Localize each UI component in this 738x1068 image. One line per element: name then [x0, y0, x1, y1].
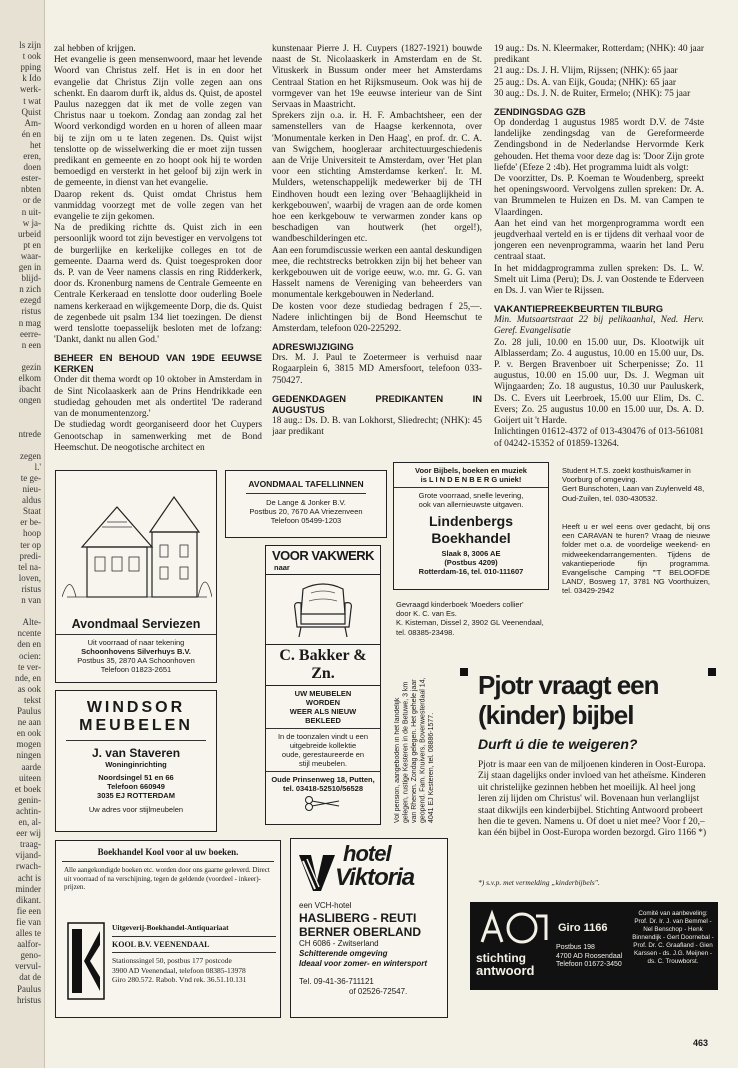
spine-line: traag- [20, 839, 41, 850]
ad-windsor-meubelen [55, 690, 217, 832]
ad-hotel-viktoria [290, 838, 448, 1018]
col1-p2: Het evangelie is geen mensenwoord, maar het levende Woord van Christus zelf. Het is in en door het evangelie dat Christus Zijn volle zegen aan ons schenkt. En daarom durft ik, aldus ds. Quist, de apostel Paulus nazeggen dat ik met de volle zegen van Christus naar u toekom. Zondag aan zondag zal het Woord verkondigd worden en u horen of alleen maar bij te zijn om u te laten zegenen. Ds. Quist wijst tenslotte op de wisselwerking die er moet zijn tussen predikant en gemeente en zo hoopt ook hij te worden bemoedigd en versterkt in het geloof bij zijn werk in de gemeente, in dienst van het evangelie. [54, 55, 262, 189]
spine-line: Paulus [16, 983, 41, 994]
spine-line: ibacht [19, 384, 41, 395]
ad-viktoria-line5: Schitterende omgeving [299, 949, 388, 958]
spine-line: tekst [24, 694, 41, 705]
spine-line: én en [21, 128, 41, 139]
ad-tafellinnen-divider [246, 493, 366, 494]
ad-viktoria-line2: HASLIBERG - REUTI [299, 911, 417, 925]
page-number: 463 [692, 1038, 708, 1048]
ad-bakker-line2: WORDEN [305, 698, 341, 707]
col3-p4: 30 aug.: Ds. J. N. de Ruiter, Ermelo; (NHK): 75 jaar [494, 88, 691, 99]
spine-line: n van [21, 595, 41, 605]
spine-line: ncente [17, 628, 41, 639]
classified-kinderboek [396, 600, 550, 637]
spine-line: ezegd [20, 295, 41, 306]
col3-p3: 25 aug.: Ds. A. van Eijk, Gouda; (NHK): 65 jaar [494, 77, 676, 88]
ad-windsor-divider [66, 740, 206, 741]
ad-bakker-title: VOOR VAKWERK [271, 548, 375, 563]
ad-bakker-line6: uitgebreide kollektie [289, 741, 357, 750]
col1-p1: zal hebben of krijgen. [54, 44, 136, 54]
spine-line: or de [22, 195, 41, 206]
ad-pjotr-brand2: antwoord [476, 963, 535, 978]
ad-tafellinnen-line2: Postbus 20, 7670 AA Vriezenveen [249, 507, 363, 516]
ad-pjotr-footer-box [470, 902, 718, 990]
ad-lindenbergs-boekhandel [393, 462, 549, 590]
spine-line: tel na- [18, 561, 41, 572]
spine-line: n een [21, 339, 41, 350]
col3-p11: Inlichtingen 01612-4372 of 013-430476 of 013-561081 of 04242-15352 of 01859-13264. [494, 427, 704, 449]
spine-line: fie een [16, 905, 41, 916]
ad-pjotr-comite: Comité van aanbeveling: Prof. Dr. Ir. J. van Bemmel - Nel Benschop - Henk Binnendijk - Gert Doornebal - Prof. Dr. C. Graafland - Gien Karssen - ds. J.G. Meijnen - ds. C. Trouwborst. [632, 910, 714, 965]
col1-p5: Onder dit thema wordt op 10 oktober in Amsterdam in de Sint Nicolaaskerk aan de Prins Hendrikkade een studiedag gehouden met als ondertitel 'De raderand van de monumentenzorg.' [54, 375, 262, 420]
ad-kool-line5: 3900 AD Veenendaal, telefoon 08385-13978 [112, 965, 246, 975]
ad-kool-line2: Uitgeverij-Boekhandel-Antiquariaat [112, 923, 229, 932]
ad-avondmaal-line3: Postbus 35, 2870 AA Schoonhoven [77, 656, 195, 665]
ad-viktoria-brand1: hotel [343, 841, 391, 866]
ad-pjotr-body: Pjotr is maar een van de miljoenen kinderen in Oost-Europa. Zij staan dagelijks onder invloed van het atheïsme. Kinderen uit christelijke gezinnen hebben het moeilijk. Al heel jong leren zij lijden om Christus' wil. Bovenaan hun verlanglijst staat dikwijls een kinderbijbel. Stichting Antwoord probeert hen die te geven. Namens u. Of doet u niet mee? Voor f 20,– kan één bijbel in Oost-Europa worden bezorgd. Giro 1166 *) [478, 760, 707, 839]
classified-student-line1: Student H.T.S. zoekt kosthuis/kamer in Voorburg of omgeving. [562, 466, 691, 485]
spine-line: geno- [20, 950, 41, 961]
ad-viktoria-brand2: Viktoria [335, 864, 415, 891]
ad-pjotr-title2: (kinder) bijbel [478, 700, 634, 730]
col3-heading-vakantiepreek: VAKANTIEPREEKBEURTEN TILBURG [494, 303, 664, 315]
ad-lindenbergs-line3: Grote voorraad, snelle levering, [418, 491, 524, 500]
col3-p8: In het middagprogramma zullen spreken: Ds. L. W. Smelt uit Lima (Peru); Ds. J. van Oostende te Ederveen en Ds. J. van Wier te Rijssen. [494, 263, 704, 297]
ad-windsor-line4: 3035 EJ ROTTERDAM [97, 791, 175, 800]
spine-line: eer wij [16, 828, 41, 839]
church-drawing-illustration [62, 477, 212, 607]
spine-line: en ook [16, 728, 41, 739]
ad-lindenbergs-title1: Lindenbergs [428, 513, 513, 529]
col3-p2: 21 aug.: Ds. J. H. Vlijm, Rijssen; (NHK): 65 jaar [494, 66, 678, 77]
spine-line: dikant. [16, 894, 41, 905]
ad-lindenbergs-line4: ook van allernieuwste uitgaven. [418, 500, 524, 509]
spine-line: loven, [18, 572, 41, 583]
col2-p4: De kosten voor deze studiedag bedragen f 25,—. Nadere inlichtingen bij de Bond Heemschut te Amsterdam, telefoon 020-225292. [272, 301, 482, 335]
spine-line: en, al- [18, 817, 41, 827]
spine-line: aalfor- [17, 939, 41, 950]
spine-line: mogen [16, 739, 41, 750]
spine-line: as ook [17, 683, 41, 694]
ad-lindenbergs-line7: Rotterdam-16, tel. 010-111607 [418, 567, 524, 576]
spine-line: vijand- [15, 850, 41, 861]
ad-kool-divider [62, 861, 274, 862]
spine-line: eerre- [20, 328, 41, 339]
scissors-icon [303, 795, 343, 811]
spine-line: ongen [19, 395, 41, 406]
ad-pjotr-title1: Pjotr vraagt een [478, 670, 659, 700]
ad-bakker-divider [266, 728, 380, 729]
ad-lindenbergs-divider [394, 487, 548, 488]
spine-line: Am- [24, 117, 41, 128]
col2-p5: Drs. M. J. Paul te Zoetermeer is verhuisd naar Rogaarplein 6, 3815 MD Amersfoort, telefoon 033-750427. [272, 353, 482, 386]
ad-lindenbergs-line2: is L I N D E N B E R G uniek! [420, 475, 522, 484]
ad-lindenbergs-line6: (Postbus 4209) [444, 558, 498, 567]
classified-student-line2: Gert Bunschoten, Laan van Zuylenveld 48, Oud-Zuilen, tel. 030-430532. [562, 484, 705, 503]
spine-line: gen in [18, 262, 41, 272]
spine-line: t ook [22, 51, 41, 62]
col2-p2: Sprekers zijn o.a. ir. H. F. Ambachtsheer, een der samenstellers van de Haagse kerkennota, over 'Monumentale kerken in Den Haag', en prof. dr. C. A. van Swigchem, hoogleraar architectuurgeschiedenis aan de Vrije Universiteit te Amsterdam, over 'Het plan voor een stichting Amsterdamse kerken'. Ir. M. Mulders, wetenschappelijk medewerker bij de TH Eindhoven houdt een lezing over 'Behaaglijkheid in kerkgebouwen', waarbij de vragen aan de orde komen hoe een kerkgebouw te verwarmen zonder kans op beschadigen van houtwerk (het orgel!), wandbeschilderingen etc. [272, 111, 482, 245]
col2-heading-adreswijziging: ADRESWIJZIGING [272, 341, 354, 353]
ad-windsor-title2: MEUBELEN [79, 717, 193, 734]
ad-boekhandel-kool [55, 840, 281, 1018]
facing-page-gutter [0, 0, 45, 1068]
spine-line: uiteen [19, 772, 41, 783]
spine-line: nieu- [22, 484, 41, 494]
spine-line: Paulus [16, 706, 41, 716]
ad-viktoria-line4: CH 6086 - Zwitserland [299, 939, 379, 948]
ad-pjotr-footnote: *) s.v.p. met vermelding „kinderbijbels". [478, 878, 600, 887]
ad-avondmaal-tafellinnen [225, 470, 387, 538]
ad-windsor-line2: Noordsingel 51 en 66 [98, 773, 174, 782]
spine-line: eren, [23, 151, 41, 161]
ad-bakker-name: C. Bakker & Zn. [266, 644, 380, 686]
spine-line: aldus [22, 495, 41, 506]
spine-line: acht is [17, 872, 41, 883]
ad-avondmaal-line2: Schoonhovens Silverhuys B.V. [81, 647, 191, 656]
ad-bakker-line1: UW MEUBELEN [294, 689, 352, 698]
col3-p9: Min. Mutsaartstraat 22 bij pelikaanhal, Ned. Herv. Geref. Evangelisatie [494, 315, 704, 337]
spine-line: genin- [18, 794, 41, 805]
ad-viktoria-line7: Tel. 09-41-36-711121 [299, 977, 374, 986]
ad-avondmaal-line4: Telefoon 01823-2651 [100, 665, 172, 674]
col1-p4: Na de prediking richtte ds. Quist zich in een persoonlijk woord tot zijn bevestiger en vervolgens tot de burgerlijke en kerkelijke colleges en tot de gemeente. Daarna werd ds. Quist toegesproken door ds. P. van de Veer namens classis en ring Ridderkerk, door ds. Kronenburg namens de Centrale Gemeente en Centrale Kerkeraad en tenslotte door ouderling Boele namens kerkeraad en wijkgemeente Dorp, die ds. Quist de zegenbede uit psalm 134 liet toezingen. De dienst werd tenslotte toepasselijk besloten met de lofzang: 'Dankt, dankt nu allen God.' [54, 223, 262, 346]
col1-p6: De studiedag wordt georganiseerd door het Cuypers Genootschap in samenwerking met de Bond Heemschut. De neogotische architect en [54, 420, 262, 453]
spine-line: Staat [23, 506, 41, 517]
spine-line: ntrede [18, 428, 41, 439]
ad-lindenbergs-line5: Slaak 8, 3006 AE [441, 549, 501, 558]
article-column-1 [54, 44, 262, 460]
ad-windsor-title1: WINDSOR [86, 699, 186, 716]
spine-line: ester- [21, 173, 41, 184]
ad-bakker-line4: BEKLEED [305, 716, 341, 725]
spine-line: urbeid [18, 228, 41, 239]
col1-heading-beheer: BEHEER EN BEHOUD VAN 19DE EEUWSE KERKEN [54, 352, 262, 375]
spine-line: waar- [20, 250, 41, 261]
ad-windsor-line5: Uw adres voor stijlmeubelen [88, 805, 184, 814]
viktoria-v-logo-icon [297, 853, 337, 893]
ad-avondmaal-line1: Uit voorraad of naar tekening [87, 638, 185, 647]
spine-line: er be- [20, 517, 41, 528]
spine-line: doen [23, 162, 41, 173]
spine-line: hoop [23, 528, 41, 539]
spine-line: w ja- [22, 217, 41, 228]
ad-kool-divider2 [112, 936, 276, 937]
ad-lindenbergs-title2: Boekhandel [431, 530, 511, 546]
col3-p5: Op donderdag 1 augustus 1985 wordt D.V. de 74ste landelijke zendingsdag van de Gereformeerde Zendingsbond in de Nederlandse Hervormde Kerk gehouden. Het thema voor deze dag is: 'Door Zijn grote liefde' (Efeze 2 :4b). Het programma luidt als volgt: [494, 118, 704, 173]
col2-heading-gedenkdagen: GEDENKDAGEN PREDIKANTEN IN AUGUSTUS [272, 392, 482, 415]
kool-logo-icon [66, 921, 106, 1001]
spine-line: Alte- [22, 617, 41, 628]
ad-windsor-line3: Telefoon 660949 [107, 782, 165, 791]
spine-line: Quist [21, 106, 41, 117]
col3-heading-zendingsdag: ZENDINGSDAG GZB [494, 106, 586, 118]
article-column-3 [494, 44, 704, 460]
spine-line: dat de [19, 972, 41, 983]
ad-bakker-divider2 [266, 771, 380, 772]
col1-p3: Daarop rekent ds. Quist omdat Christus hem vanmiddag voorzegt met de volle zegen van het evangelie te zijn gekomen. [54, 189, 262, 223]
spine-line: gezin [21, 361, 41, 372]
ad-bakker-line3: WEER ALS NIEUW [289, 707, 357, 716]
article-column-2 [272, 44, 482, 460]
spine-line: ocien: [19, 650, 41, 661]
col3-p1: 19 aug.: Ds. N. Kleermaker, Rotterdam; (NHK): 40 jaar predikant [494, 44, 704, 66]
spine-line: den en [17, 639, 41, 650]
spine-line: et boek [14, 783, 41, 794]
ad-pjotr-kinderbijbel [460, 664, 718, 1018]
spine-line: te ge- [20, 472, 41, 483]
spine-line: pping [20, 62, 41, 73]
ad-pjotr-brand1: stichting [476, 951, 526, 965]
ad-pjotr-addr1: Postbus 198 [556, 944, 595, 951]
ad-kool-title: Boekhandel Kool voor al uw boeken. [97, 847, 239, 857]
col2-p1: kunstenaar Pierre J. H. Cuypers (1827-1921) bouwde naast de St. Nicolaaskerk in Amsterdam en de St. Vituskerk in Bussum onder meer het Amsterdams Centraal Station en het Rijksmuseum. Ook was hij de vormgever van het 19e eeuwse interieur van de Sint Servaas in Maastricht. [272, 44, 482, 111]
ad-kool-line6: Giro 280.572. Rabob. Vnd rek. 36.51.10.131 [112, 975, 247, 984]
spine-line: ne aan [17, 717, 41, 728]
col2-p3: Aan een forumdiscussie werken een aantal deskundigen mee, die rechtstrecks betrokken zijn bij het beheer van kerkgebouwen uit de vorige eeuw, w.o. mr. G. G. van Hasselt namens de Vereniging van beheerders van monumentale kerkgebouwen in Nederland. [272, 245, 482, 301]
ad-pjotr-subtitle: Durft ú die te weigeren? [478, 736, 638, 752]
spine-line: fie van [16, 916, 41, 927]
spine-line: blijd- [21, 273, 41, 284]
ad-tafellinnen-line1: De Lange & Jonker B.V. [266, 498, 346, 507]
ad-kool-divider3 [112, 952, 276, 953]
spine-line: ningen [16, 750, 41, 761]
spine-line: nde, en [15, 672, 41, 683]
ad-viktoria-line3: BERNER OBERLAND [299, 925, 422, 939]
spine-line: aarde [21, 761, 41, 772]
spine-line: minder [15, 883, 41, 894]
spine-line: rwach- [16, 861, 41, 872]
ad-pjotr-addr3: Telefoon 01672-3450 [556, 961, 622, 968]
col2-p6: 18 aug.: Ds. D. B. van Lokhorst, Sliedrecht; (NHK): 45 jaar predikant [272, 415, 482, 438]
ad-bakker-line5: In de toonzalen vindt u een [277, 732, 369, 741]
spine-line: vervul- [15, 961, 41, 972]
classified-kinderboek-line2: door K. C. van Es. [396, 609, 457, 619]
spine-line: n mag [18, 317, 41, 328]
ad-avondmaal-title: Avondmaal Serviezen [71, 617, 201, 631]
spine-line: zegen [20, 450, 41, 461]
spine-line: nbten [21, 184, 41, 195]
ad-pjotr-giro: Giro 1166 [558, 922, 608, 934]
spine-line: alles te [15, 928, 41, 938]
ad-viktoria-line8: of 02526-72547. [349, 987, 408, 996]
ad-pension-text: Vol pension, aangeboden in het landelijk gelegen, rustige Kesteren in de Betuwe, 3 km van Rhenen. Zondag gelegen. Het gehele jaar geopend. Fam. Knuivers, Bovenwesterdaal 14, 4041 EJ Kesteren, tel. 08886-1577. [394, 677, 435, 823]
spine-line: ristus [21, 583, 41, 594]
ad-windsor-name: J. van Staveren [91, 746, 181, 760]
spine-line: k Ido [22, 73, 41, 84]
ad-tafellinnen-title: AVONDMAAL TAFELLINNEN [248, 479, 364, 489]
ad-viktoria-line6: Ideaal voor zomer- en wintersport [299, 959, 428, 968]
classified-caravan [562, 522, 710, 596]
ad-bakker-line10: tel. 03418-52510/56528 [282, 784, 364, 793]
ad-lindenbergs-line1: Voor Bijbels, boeken en muziek [415, 466, 527, 475]
ad-bakker-line7: oude, gerestaureerde en [281, 750, 365, 759]
ad-avondmaal-serviezen [55, 470, 217, 683]
spine-line: het [30, 139, 41, 150]
ad-bakker-line9: Oude Prinsenweg 18, Putten, [271, 775, 375, 784]
col3-p7: Aan het eind van het morgenprogramma wordt een jeugdverhaal verteld en is er tijdens dit verhaal voor de jongeren een nevenprogramma, waarin het land Peru centraal staat. [494, 218, 704, 263]
spine-line: predi- [19, 550, 41, 561]
ad-bakker-naar: naar [274, 563, 290, 572]
ad-pjotr-bullet-left [460, 668, 468, 676]
spine-line: n zich [19, 284, 41, 295]
ad-avondmaal-divider [56, 634, 216, 635]
ad-viktoria-line1: een VCH-hotel [299, 901, 352, 910]
classified-kinderboek-line3: K. Kisteman, Dissel 2, 3902 GL Veenendaal, tel. 08385-23498. [396, 618, 544, 637]
classified-caravan-text: Heeft u er wel eens over gedacht, bij ons een CARAVAN te huren? Vraag de nieuwe folder met o.a. de voordelige weekend- en midweekendarrangementen. Tijdens de vakantieperiode fijn programma. Evangelische Camping "'T BELOOFDE LAND', Bosweg 17, 3781 NG Voorthuizen, tel. 03429-2942 [562, 522, 710, 596]
ad-kool-line3: KOOL B.V. VEENENDAAL [112, 939, 210, 949]
ad-kool-line1: Alle aangekondigde boeken etc. worden door ons gaarne geleverd. Direct uit voorraad of na verschijning, tegen de geldende (voordeel - inkeer)-prijzen. [64, 866, 270, 891]
spine-line: te ver- [17, 661, 41, 672]
spine-line: ls zijn [19, 40, 41, 50]
stichting-antwoord-logo-icon [478, 908, 550, 948]
armchair-illustration [283, 579, 363, 639]
spine-line: ristus [21, 306, 41, 317]
spine-line: achtin- [16, 805, 41, 816]
col3-p10: Zo. 28 juli, 10.00 en 15.00 uur, Ds. Klootwijk uit Alblasserdam; Zo. 4 augustus, 10.00 en 15.00 uur, Ds. P. v. Bergen Bravenboer uit Scherpenisse; Zo. 11 augustus, 10.00 en 15.00 uur, Ds. J. Wegman uit Wijngaarden; Zo. 18 augustus, 10.30 uur Pauluskerk, Ds. C. Evers uit Leerbroek, 15.00 uur Elim, Ds. C. Evers; Zo. 25 augustus 10.00 en 15.00 uur, Ds. A. D. Goijert uit 't Harde. [494, 337, 704, 427]
ad-pjotr-addr2: 4700 AD Roosendaal [556, 952, 623, 960]
ad-pension-kesteren [390, 675, 450, 823]
ad-c-bakker-vakwerk [265, 545, 381, 825]
classified-kinderboek-line1: Gevraagd kinderboek 'Moeders collier' [396, 600, 524, 609]
spine-line: elkom [18, 373, 41, 383]
spine-line: ter op [20, 539, 41, 550]
spine-line: l.' [34, 461, 41, 472]
ad-kool-line4: Stationssingel 50, postbus 177 postcode [112, 956, 232, 965]
ad-bakker-line8: stijl meubelen. [299, 759, 347, 768]
ad-tafellinnen-line3: Telefoon 05499-1203 [270, 516, 342, 525]
classified-student [562, 466, 710, 503]
spine-line: hristus [16, 994, 41, 1005]
ad-windsor-line1: Woninginrichting [105, 760, 167, 769]
spine-line: werk- [20, 84, 41, 95]
col3-p6: De voorzitter, Ds. P. Koeman te Woudenberg, spreekt het openingswoord. Vervolgens zullen spreken: Dr. A. van Brummelen te Huizen en Ds. M. van Campen te Vlaardingen. [494, 174, 704, 218]
spine-line: t wat [23, 95, 41, 106]
spine-line: pt en [23, 239, 41, 250]
spine-line: n uit- [21, 206, 41, 217]
